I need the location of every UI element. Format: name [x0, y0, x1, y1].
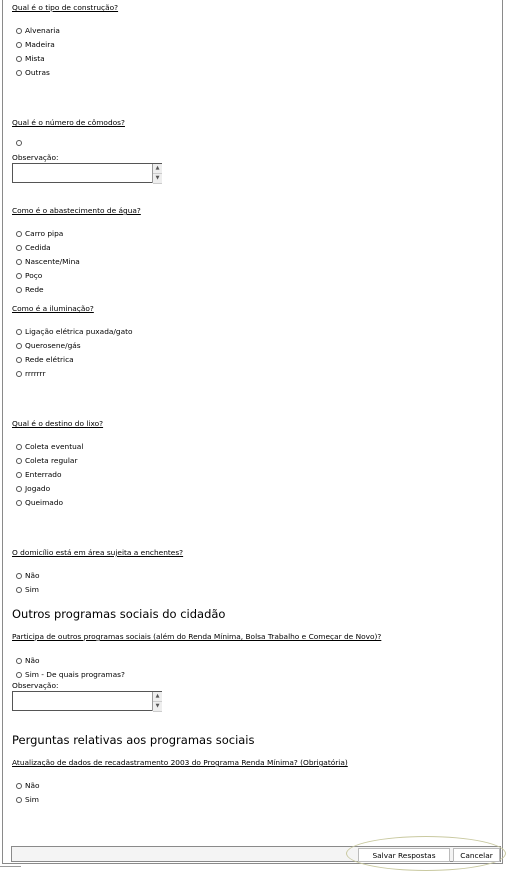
- radio-circle[interactable]: [16, 658, 22, 664]
- radio-circle[interactable]: [16, 797, 22, 803]
- radio-circle[interactable]: [16, 573, 22, 579]
- radio-sim-enchentes[interactable]: Sim: [16, 585, 39, 594]
- radio-circle[interactable]: [16, 245, 22, 251]
- observation-textarea[interactable]: [12, 163, 162, 183]
- observation-label: Observação:: [12, 153, 59, 162]
- radio-circle[interactable]: [16, 329, 22, 335]
- radio-circle[interactable]: [16, 500, 22, 506]
- radio-circle[interactable]: [16, 70, 22, 76]
- radio-circle[interactable]: [16, 273, 22, 279]
- section-title-outros: Outros programas sociais do cidadão: [12, 607, 226, 621]
- question-lighting: Como é a iluminação?: [12, 304, 94, 313]
- scroll-down-icon[interactable]: ▼: [153, 702, 162, 712]
- radio-carro-pipa[interactable]: Carro pipa: [16, 229, 63, 238]
- radio-circle[interactable]: [16, 472, 22, 478]
- radio-rrrrrrr[interactable]: rrrrrrr: [16, 369, 46, 378]
- scroll-up-icon[interactable]: ▲: [153, 692, 162, 702]
- radio-mista[interactable]: Mista: [16, 54, 45, 63]
- radio-outras[interactable]: Outras: [16, 68, 50, 77]
- radio-madeira[interactable]: Madeira: [16, 40, 55, 49]
- radio-comodos[interactable]: [16, 140, 25, 146]
- radio-ligacao-eletrica[interactable]: Ligação elétrica puxada/gato: [16, 327, 133, 336]
- radio-nao-enchentes[interactable]: Não: [16, 571, 40, 580]
- radio-rede-eletrica[interactable]: Rede elétrica: [16, 355, 74, 364]
- question-water-supply: Como é o abastecimento de água?: [12, 206, 141, 215]
- divider: [0, 866, 21, 867]
- radio-sim-recadastramento[interactable]: Sim: [16, 795, 39, 804]
- radio-circle[interactable]: [16, 357, 22, 363]
- scroll-up-icon[interactable]: ▲: [153, 164, 162, 174]
- save-answers-button[interactable]: Salvar Respostas: [358, 848, 450, 862]
- radio-coleta-eventual[interactable]: Coleta eventual: [16, 442, 83, 451]
- radio-circle[interactable]: [16, 343, 22, 349]
- question-recadastramento: Atualização de dados de recadastramento 2003 do Programa Renda Mínima? (Obrigatória): [12, 758, 348, 767]
- section-title-perguntas: Perguntas relativas aos programas sociais: [12, 733, 255, 747]
- radio-alvenaria[interactable]: Alvenaria: [16, 26, 60, 35]
- radio-circle[interactable]: [16, 259, 22, 265]
- radio-querosene-gas[interactable]: Querosene/gás: [16, 341, 81, 350]
- radio-circle[interactable]: [16, 672, 22, 678]
- radio-circle[interactable]: [16, 458, 22, 464]
- radio-enterrado[interactable]: Enterrado: [16, 470, 62, 479]
- radio-circle[interactable]: [16, 371, 22, 377]
- question-garbage: Qual é o destino do lixo?: [12, 419, 104, 428]
- textarea-scrollbar[interactable]: [152, 164, 162, 183]
- radio-jogado[interactable]: Jogado: [16, 484, 50, 493]
- observation-textarea[interactable]: [12, 691, 162, 711]
- radio-cedida[interactable]: Cedida: [16, 243, 51, 252]
- radio-circle[interactable]: [16, 56, 22, 62]
- radio-circle[interactable]: [16, 587, 22, 593]
- radio-circle[interactable]: [16, 486, 22, 492]
- radio-coleta-regular[interactable]: Coleta regular: [16, 456, 77, 465]
- radio-circle[interactable]: [16, 28, 22, 34]
- radio-rede[interactable]: Rede: [16, 285, 44, 294]
- scroll-down-icon[interactable]: ▼: [153, 174, 162, 184]
- question-other-programs: Participa de outros programas sociais (além do Renda Mínima, Bolsa Trabalho e Começar de Novo)?: [12, 632, 382, 641]
- cancel-button[interactable]: Cancelar: [453, 848, 500, 862]
- radio-circle[interactable]: [16, 231, 22, 237]
- radio-circle[interactable]: [16, 140, 22, 146]
- question-room-count: Qual é o número de cômodos?: [12, 118, 125, 127]
- textarea-scrollbar[interactable]: [152, 692, 162, 711]
- radio-poco[interactable]: Poço: [16, 271, 42, 280]
- radio-circle[interactable]: [16, 42, 22, 48]
- observation-label: Observação:: [12, 681, 59, 690]
- radio-nao-programas[interactable]: Não: [16, 656, 40, 665]
- question-construction-type: Qual é o tipo de construção?: [12, 3, 119, 12]
- question-flooding: O domicílio está em área sujeita a enchentes?: [12, 548, 184, 557]
- radio-circle[interactable]: [16, 444, 22, 450]
- radio-nao-recadastramento[interactable]: Não: [16, 781, 40, 790]
- radio-nascente-mina[interactable]: Nascente/Mina: [16, 257, 80, 266]
- radio-circle[interactable]: [16, 287, 22, 293]
- radio-queimado[interactable]: Queimado: [16, 498, 63, 507]
- radio-circle[interactable]: [16, 783, 22, 789]
- radio-sim-programas[interactable]: Sim - De quais programas?: [16, 670, 125, 679]
